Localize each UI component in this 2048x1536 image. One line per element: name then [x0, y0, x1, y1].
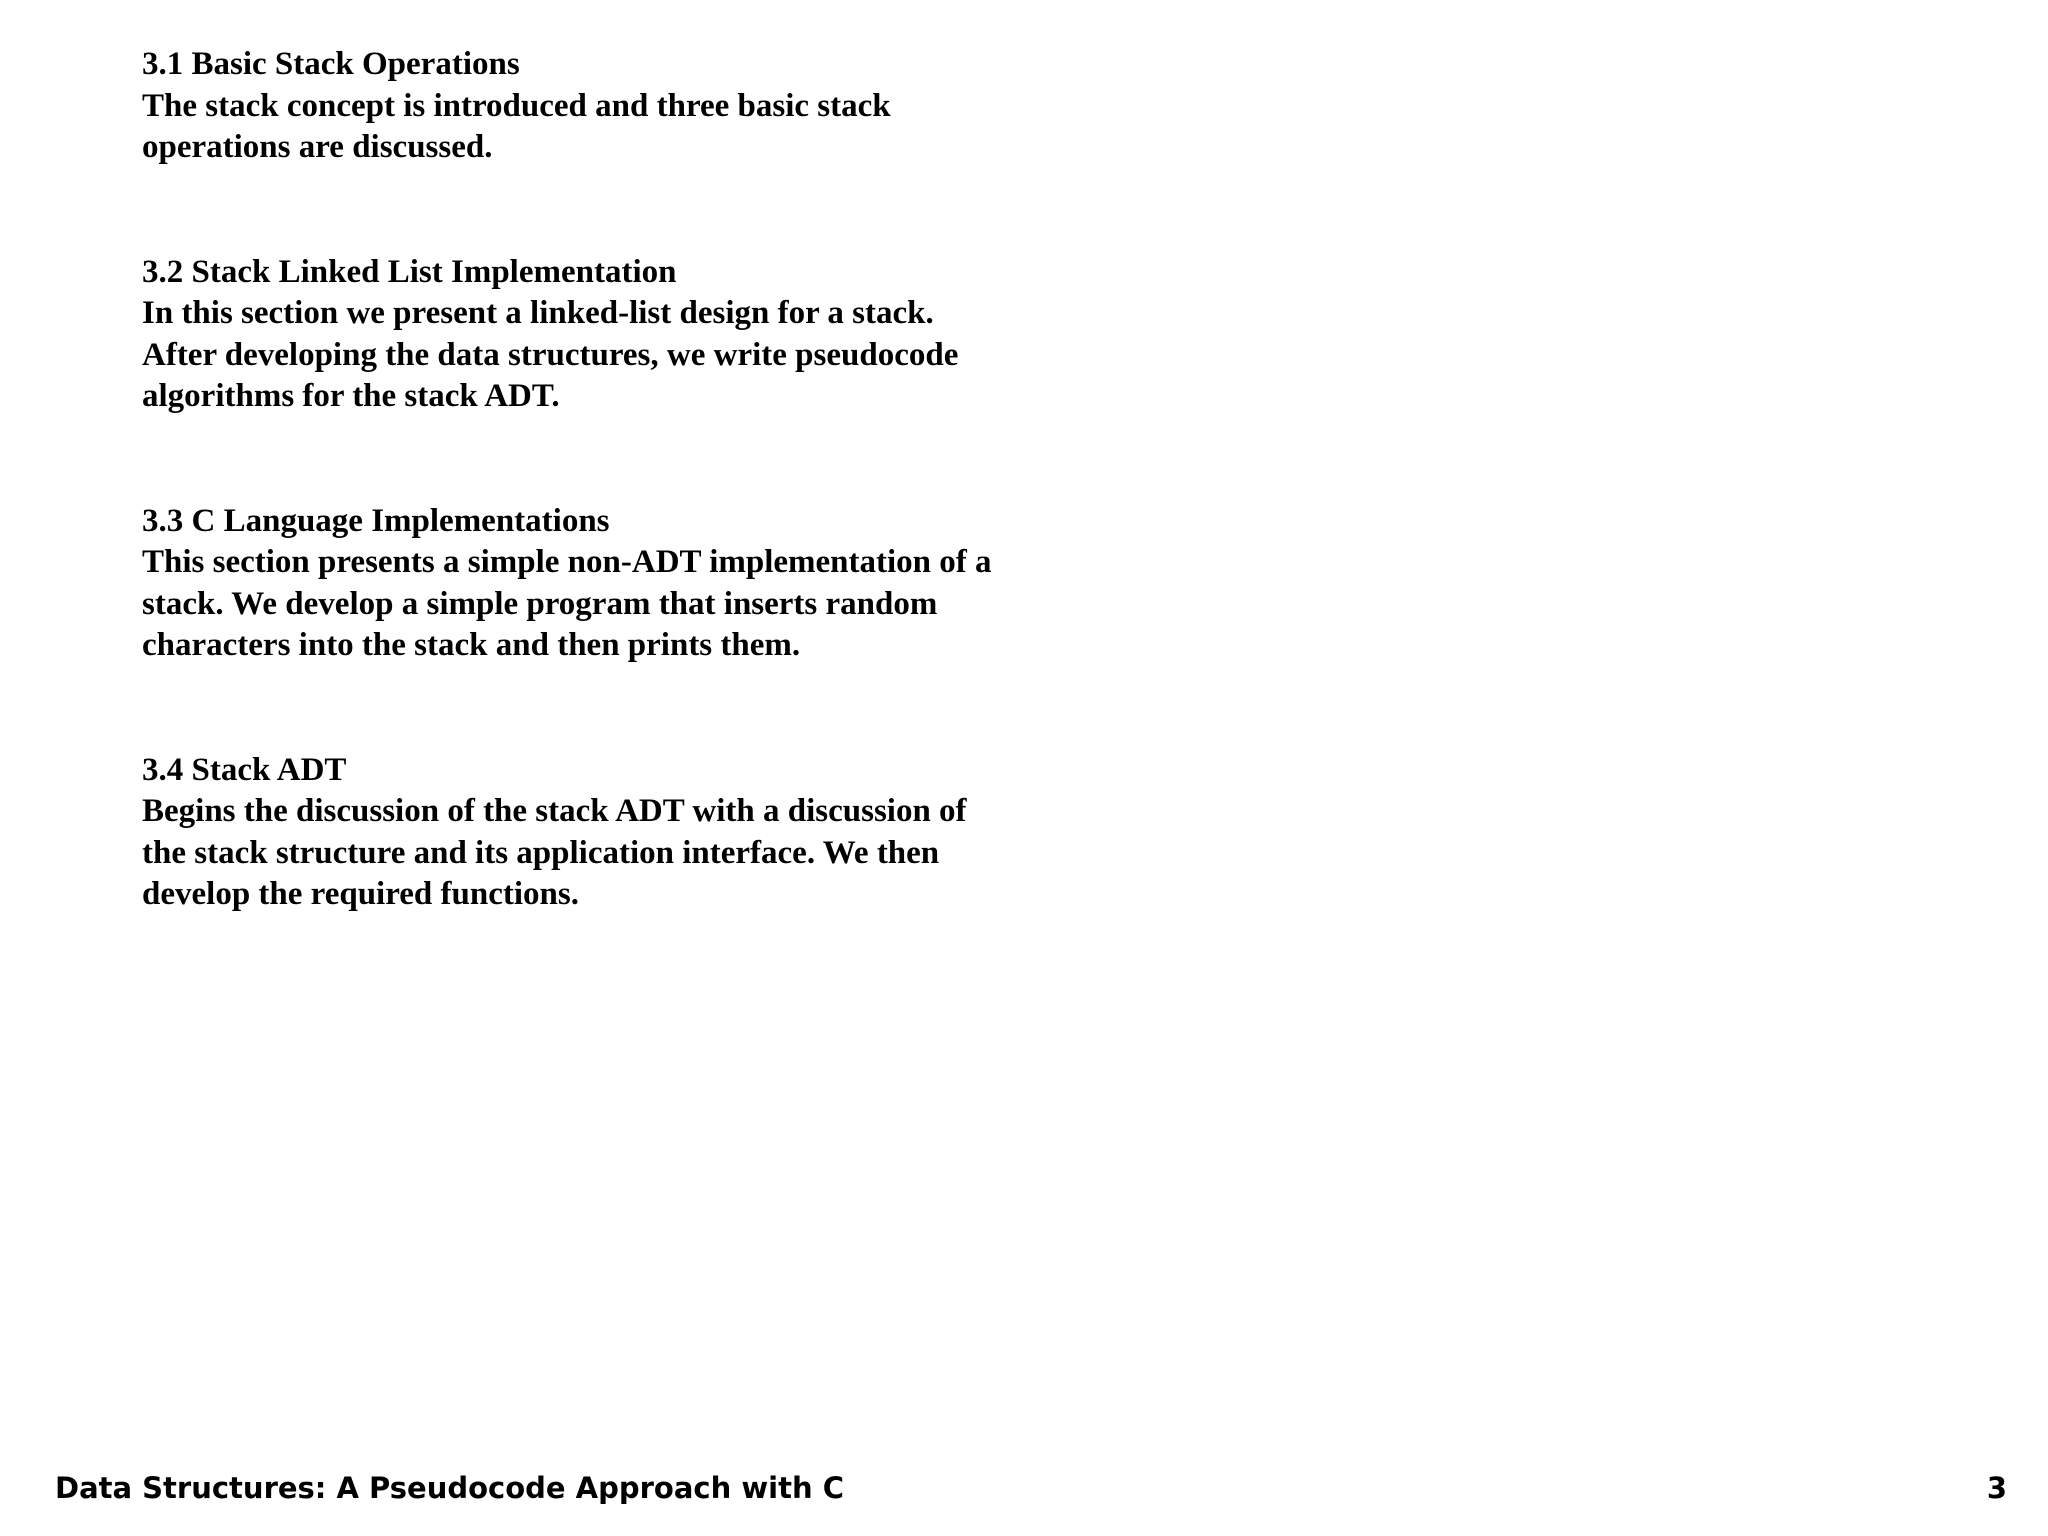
section-description-line: characters into the stack and then prints them.: [142, 627, 801, 663]
section-description-line: algorithms for the stack ADT.: [142, 378, 560, 414]
section-3-4: [142, 750, 1142, 916]
section-description-line: In this section we present a linked-list design for a stack.: [142, 295, 934, 331]
section-description-line: operations are discussed.: [142, 129, 493, 165]
page-footer: [55, 1466, 2007, 1510]
section-description-line: This section presents a simple non-ADT implementation of a: [142, 544, 992, 580]
section-description-line: The stack concept is introduced and three basic stack: [142, 87, 891, 124]
section-3-2: [142, 252, 1142, 418]
section-description-line: develop the required functions.: [142, 876, 579, 912]
section-heading: 3.1 Basic Stack Operations: [142, 46, 520, 82]
section-heading: 3.3 C Language Implementations: [142, 502, 610, 539]
section-3-1: [142, 44, 1142, 169]
book-title: Data Structures: A Pseudocode Approach with C: [55, 1471, 844, 1505]
section-description-line: the stack structure and its application interface. We then: [142, 834, 940, 871]
section-heading: 3.2 Stack Linked List Implementation: [142, 253, 677, 290]
chapter-overview: [142, 44, 1142, 916]
section-description-line: Begins the discussion of the stack ADT with a discussion of: [142, 793, 967, 829]
section-heading: 3.4 Stack ADT: [142, 751, 347, 788]
section-description-line: After developing the data structures, we write pseudocode: [142, 336, 959, 373]
section-description-line: stack. We develop a simple program that inserts random: [142, 585, 938, 622]
page-number: 3: [1986, 1471, 2007, 1505]
section-3-3: [142, 501, 1142, 667]
